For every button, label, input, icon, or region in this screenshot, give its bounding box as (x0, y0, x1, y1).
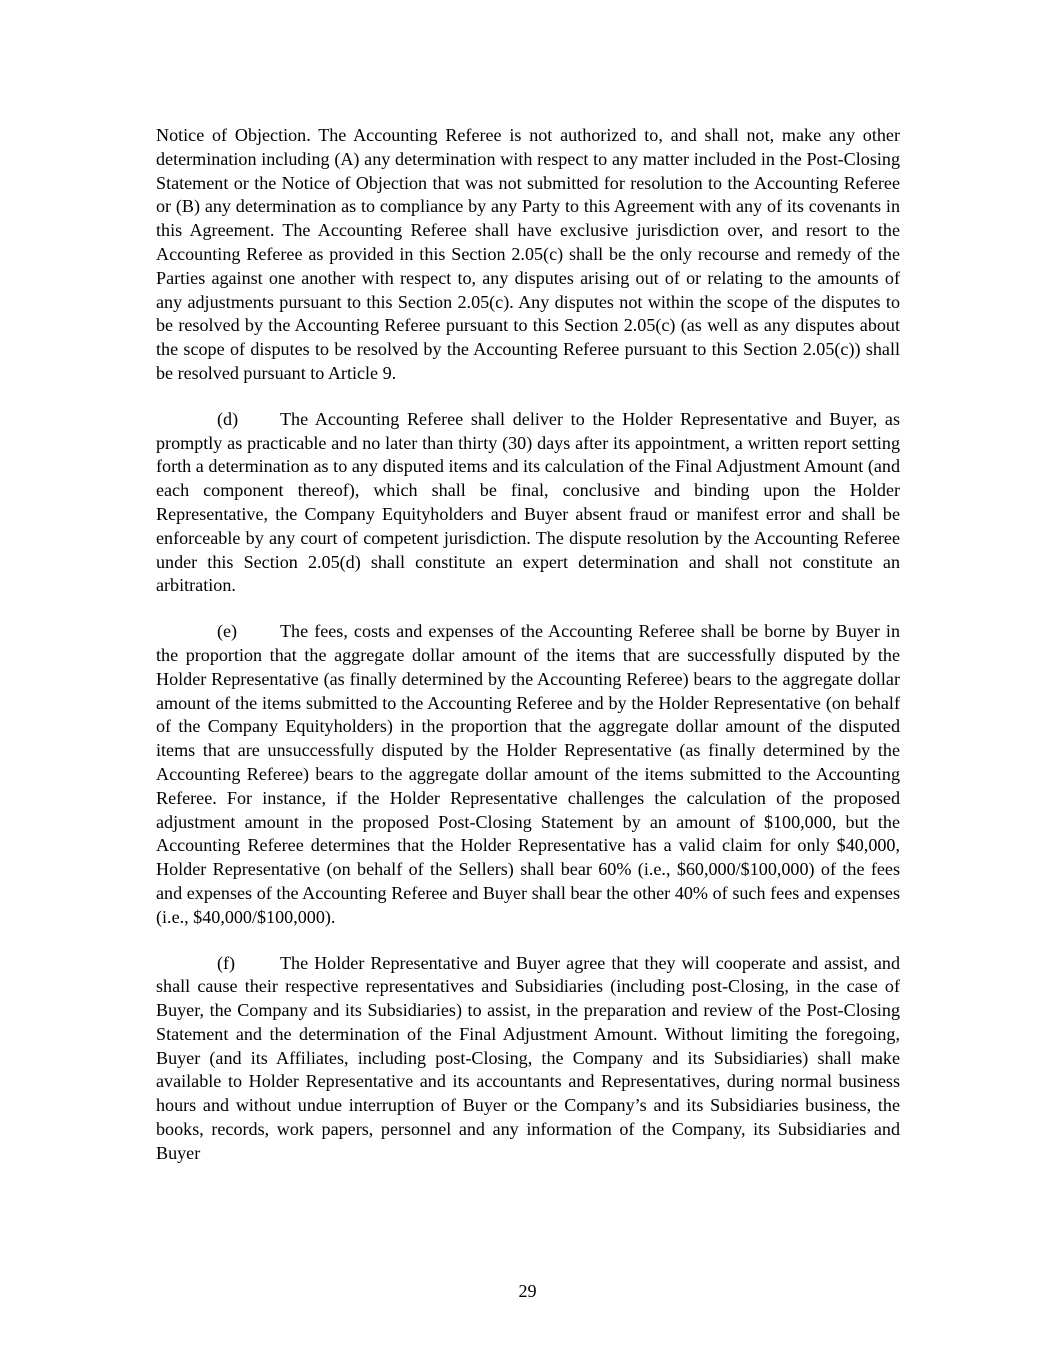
paragraph-f (156, 952, 900, 1166)
paragraph-label: (e) (217, 621, 238, 642)
paragraph-text: The Holder Representative and Buyer agree that they will cooperate and assist, and shall cause their respective representatives and Subsidiaries (including post-Closing, in the case of Buyer, the Company and its Subsidiaries) to assist, in the preparation and review of the Post-Closing Statement and the determination of the Final Adjustment Amount. Without limiting the foregoing, Buyer (and its Affiliates, including post-Closing, the Company and its Subsidiaries) shall make available to Holder Representative and its accountants and Representatives, during normal business hours and without undue interruption of Buyer or the Company’s and its Subsidiaries business, the books, records, work papers, personnel and any information of the Company, its Subsidiaries and Buyer (156, 952, 900, 1163)
paragraph-label: (d) (217, 408, 239, 429)
page-number: 29 (518, 1281, 537, 1301)
paragraph-text: The Accounting Referee shall deliver to the Holder Representative and Buyer, as promptly as practicable and no later than thirty (30) days after its appointment, a written report setting forth a determination as to any disputed items and its calculation of the Final Adjustment Amount (and each component thereof), which shall be final, conclusive and binding upon the Holder Representative, the Company Equityholders and Buyer absent fraud or manifest error and shall be enforceable by any court of competent jurisdiction. The dispute resolution by the Accounting Referee under this Section 2.05(d) shall constitute an expert determination and shall not constitute an arbitration. (156, 408, 900, 596)
paragraph-d (156, 408, 900, 598)
paragraph-text: Notice of Objection. The Accounting Referee is not authorized to, and shall not, make any other determination including (A) any determination with respect to any matter included in the Post-Closing Statement or the Notice of Objection that was not submitted for resolution to the Accounting Referee or (B) any determination as to compliance by any Party to this Agreement with any of its covenants in this Agreement. The Accounting Referee shall have exclusive jurisdiction over, and resort to the Accounting Referee as provided in this Section 2.05(c) shall be the only recourse and remedy of the Parties against one another with respect to, any disputes arising out of or relating to the amounts of any adjustments pursuant to this Section 2.05(c). Any disputes not within the scope of the disputes to be resolved by the Accounting Referee pursuant to this Section 2.05(c) (as well as any disputes about the scope of disputes to be resolved by the Accounting Referee pursuant to this Section 2.05(c)) shall be resolved pursuant to Article 9. (156, 125, 900, 383)
paragraph-text: The fees, costs and expenses of the Accounting Referee shall be borne by Buyer in the proportion that the aggregate dollar amount of the items that are successfully disputed by the Holder Representative (as finally determined by the Accounting Referee) bears to the aggregate dollar amount of the items submitted to the Accounting Referee and by the Holder Representative (on behalf of the Company Equityholders) in the proportion that the aggregate dollar amount of the disputed items that are unsuccessfully disputed by the Holder Representative (as finally determined by the Accounting Referee) bears to the aggregate dollar amount of the items submitted to the Accounting Referee. For instance, if the Holder Representative challenges the calculation of the proposed adjustment amount in the proposed Post-Closing Statement by an amount of $100,000, but the Accounting Referee determines that the Holder Representative has a valid claim for only $40,000, Holder Representative (on behalf of the Sellers) shall bear 60% (i.e., $60,000/$100,000) of the fees and expenses of the Accounting Referee and Buyer shall bear the other 40% of such fees and expenses (i.e., $40,000/$100,000). (156, 621, 900, 927)
paragraph-label: (f) (217, 952, 236, 973)
document-body (156, 124, 900, 1188)
paragraph-continuation (156, 124, 900, 386)
paragraph-e (156, 620, 900, 929)
